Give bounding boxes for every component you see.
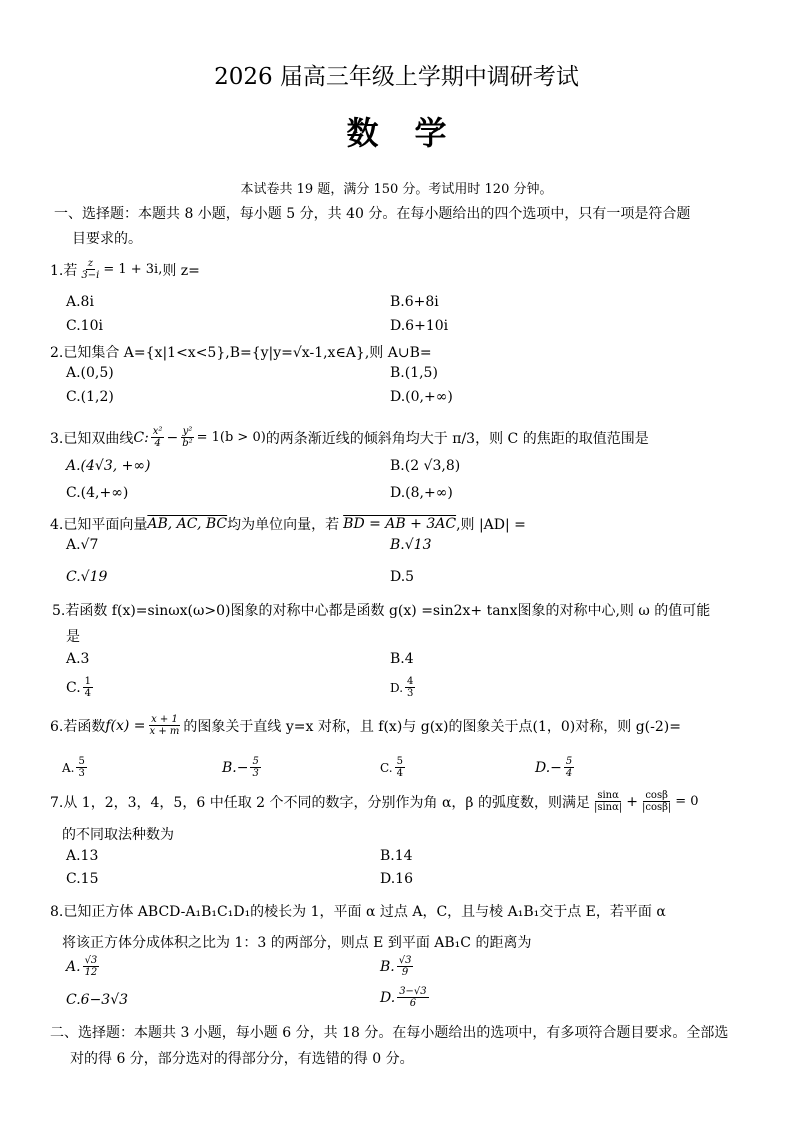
q8-stem-line2: 将该正方体分成体积之比为 1：3 的两部分，则点 E 到平面 AB₁C 的距离为	[62, 935, 532, 951]
q5-option-c[interactable]: C. $\frac{1}{4}$	[66, 676, 92, 699]
q6-fraction: $\frac{x + 1}{x + m}$	[149, 714, 180, 737]
q3-option-a[interactable]: A.(4√3, +∞)	[66, 458, 151, 474]
q2-option-a[interactable]: A.(0,5)	[66, 365, 114, 381]
q8-option-a[interactable]: A. $\frac{√3}{12}$	[66, 955, 98, 978]
q1-suffix: 则 z=	[162, 262, 200, 279]
q3-curve: C:	[133, 429, 149, 446]
q7-stem-line1	[50, 790, 699, 813]
q7-equation: = 0	[675, 794, 699, 809]
q1-option-d[interactable]: D.6+10i	[390, 318, 449, 334]
q6-option-a[interactable]: A. $\frac{5}{3}$	[62, 756, 85, 779]
q7-option-d[interactable]: D.16	[380, 871, 413, 887]
q6-option-d[interactable]: D.− $\frac{5}{4}$	[535, 756, 573, 779]
q1-prefix: 1.若	[50, 262, 78, 279]
q6-suffix: 的图象关于直线 y=x 对称，且 f(x)与 g(x)的图象关于点(1，0)对称，则 g(-2)=	[183, 718, 681, 735]
exam-title: 2026 届高三年级上学期中调研考试	[214, 64, 579, 90]
q6-option-b[interactable]: B.− $\frac{5}{3}$	[222, 756, 259, 779]
q3-option-c[interactable]: C.(4,+∞)	[66, 485, 129, 501]
q5-option-b[interactable]: B.4	[390, 651, 414, 667]
q4-equation: BD = AB + 3AC	[343, 516, 457, 532]
q8-option-b[interactable]: B. $\frac{√3}{9}$	[380, 955, 412, 978]
q3-prefix: 3.已知双曲线	[50, 430, 134, 447]
q5-option-a[interactable]: A.3	[66, 651, 90, 667]
section2-heading-line1: 二、选择题：本题共 3 小题，每小题 6 分，共 18 分。在每小题给出的选项中，有多项符合题目要求。全部选	[50, 1025, 729, 1041]
q4-stem	[50, 514, 526, 534]
q7-stem-line2: 的不同取法种数为	[62, 827, 174, 843]
q7-fraction-cos: $\frac{\cos\beta}{|\cos\beta|}$	[641, 790, 672, 813]
q4-option-b[interactable]: B.√13	[390, 537, 432, 553]
q4-option-a[interactable]: A.√7	[66, 537, 99, 553]
exam-info: 本试卷共 19 题，满分 150 分。考试用时 120 分钟。	[240, 182, 553, 197]
q1-fraction: $\frac{z}{3-i}$	[81, 258, 100, 281]
q7-fraction-sin: $\frac{\sin\alpha}{|\sin\alpha|}$	[593, 790, 623, 813]
q6-option-c[interactable]: C. $\frac{5}{4}$	[380, 756, 403, 779]
q2-option-d[interactable]: D.(0,+∞)	[390, 389, 453, 405]
q1-option-b[interactable]: B.6+8i	[390, 294, 439, 310]
q6-prefix: 6.若函数	[50, 718, 106, 735]
q1-equation: = 1 + 3i,	[103, 262, 163, 277]
q5-stem-line2: 是	[66, 629, 80, 645]
q7-option-c[interactable]: C.15	[66, 871, 99, 887]
q6-stem	[50, 714, 681, 737]
q3-suffix: 的两条渐近线的倾斜角均大于 π/3，则 C 的焦距的取值范围是	[265, 430, 649, 447]
q7-option-b[interactable]: B.14	[380, 848, 413, 864]
q7-plus: +	[626, 793, 638, 810]
q6-function: f(x) =	[105, 717, 146, 734]
q3-minus: −	[166, 429, 179, 446]
q1-stem	[50, 258, 200, 281]
q3-equation: = 1(b > 0)	[196, 430, 266, 445]
q8-option-d[interactable]: D. $\frac{3-√3}{6}$	[380, 986, 427, 1009]
q7-text: 7.从 1，2，3，4，5，6 中任取 2 个不同的数字，分别作为角 α，β 的弧度数，则满足	[50, 794, 590, 811]
subject-title: 数学	[346, 114, 483, 152]
q4-suffix: ,则 |AD| =	[456, 517, 526, 533]
q2-option-c[interactable]: C.(1,2)	[66, 389, 114, 405]
q4-mid: 均为单位向量，若	[227, 517, 340, 533]
q5-option-d[interactable]: D. $\frac{4}{3}$	[390, 676, 414, 699]
section1-heading-line2: 目要求的。	[72, 231, 142, 247]
q3-option-d[interactable]: D.(8,+∞)	[390, 485, 453, 501]
q4-vectors: AB, AC, BC	[147, 516, 228, 532]
q2-option-b[interactable]: B.(1,5)	[390, 365, 438, 381]
q4-prefix: 4.已知平面向量	[50, 517, 148, 533]
q3-fraction-y: $\frac{\text{y²}}{\text{b²}}$	[182, 426, 193, 449]
section2-heading-line2: 对的得 6 分，部分选对的得部分分，有选错的得 0 分。	[70, 1051, 414, 1067]
section1-heading-line1: 一、选择题：本题共 8 小题，每小题 5 分，共 40 分。在每小题给出的四个选项中，只有一项是符合题	[54, 206, 691, 222]
q7-option-a[interactable]: A.13	[66, 848, 99, 864]
q1-option-a[interactable]: A.8i	[66, 294, 94, 310]
q3-fraction-x: $\frac{\text{x²}}{4}$	[152, 426, 163, 449]
q3-option-b[interactable]: B.(2 √3,8)	[390, 458, 461, 474]
q5-stem-line1: 5.若函数 f(x)=sinωx(ω>0)图象的对称中心都是函数 g(x) =sin2x+ tanx图象的对称中心,则 ω 的值可能	[52, 603, 711, 619]
q3-stem	[50, 426, 649, 449]
q4-option-d[interactable]: D.5	[390, 569, 415, 585]
q8-stem-line1: 8.已知正方体 ABCD-A₁B₁C₁D₁的棱长为 1，平面 α 过点 A，C，且与棱 A₁B₁交于点 E，若平面 α	[50, 904, 666, 920]
q1-option-c[interactable]: C.10i	[66, 318, 103, 334]
q8-option-c[interactable]: C.6−3√3	[66, 992, 129, 1008]
q2-stem: 2.已知集合 A={x|1<x<5},B={y|y=√x-1,x∈A},则 A∪B=	[50, 345, 432, 361]
q4-option-c[interactable]: C.√19	[66, 569, 108, 585]
